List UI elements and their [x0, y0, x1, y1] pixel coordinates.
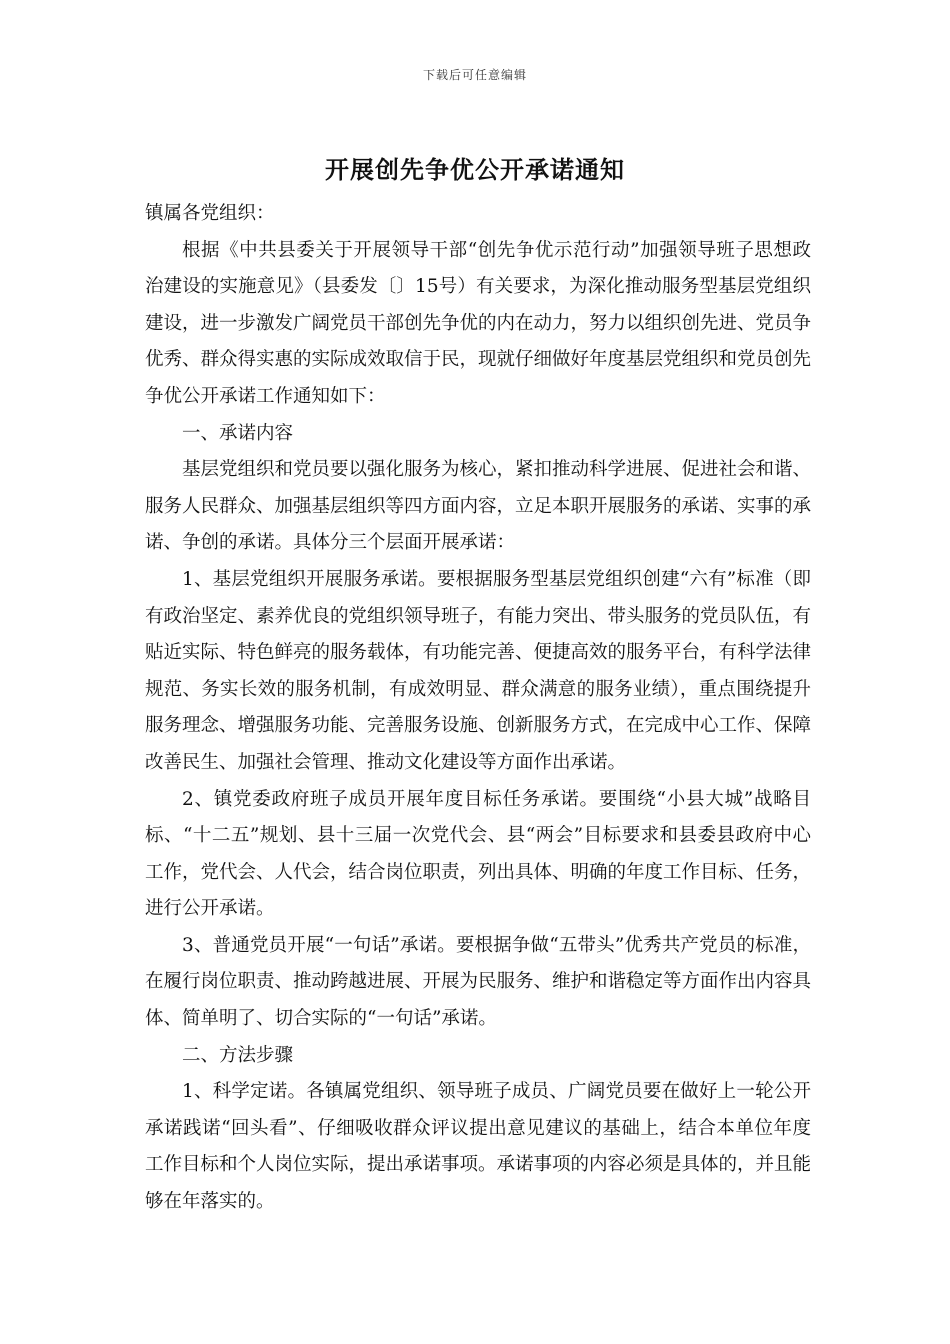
commitment-content-paragraph: 基层党组织和党员要以强化服务为核心，紧扣推动科学进展、促进社会和谐、服务人民群众、加强基层组织等四方面内容，立足本职开展服务的承诺、实事的承诺、争创的承诺。具体分三个层面开展承诺：	[145, 459, 812, 554]
document-title: 开展创先争优公开承诺通知	[325, 155, 625, 184]
section-heading-method-steps: 二、方法步骤	[182, 1044, 294, 1066]
method-step-paragraph-1: 1、科学定诺。各镇属党组织、领导班子成员、广阔党员要在做好上一轮公开承诺践诺“回头看”、仔细吸收群众评议提出意见建议的基础上，结合本单位年度工作目标和个人岗位实际，提出承诺事项。承诺事项的内容必须是具体的，并且能够在年落实的。	[145, 1081, 812, 1213]
document-body	[145, 196, 811, 1221]
section-heading-commitment-content: 一、承诺内容	[182, 422, 294, 444]
item-paragraph-3: 3、普通党员开展“一句话”承诺。要根据争做“五带头”优秀共产党员的标准，在履行岗位职责、推动跨越进展、开展为民服务、维护和谐稳定等方面作出内容具体、简单明了、切合实际的“一句话”承诺。	[145, 934, 812, 1030]
item-paragraph-2: 2、镇党委政府班子成员开展年度目标任务承诺。要围绕“小县大城”战略目标、“十二五”规划、县十三届一次党代会、县“两会”目标要求和县委县政府中心工作，党代会、人代会，结合岗位职责，列出具体、明确的年度工作目标、任务，进行公开承诺。	[145, 788, 812, 920]
header-note: 下载后可任意编辑	[422, 68, 527, 82]
salutation: 镇属各党组织：	[145, 203, 275, 224]
intro-paragraph: 根据《中共县委关于开展领导干部“创先争优示范行动”加强领导班子思想政治建设的实施意见》（县委发〔〕15号）有关要求，为深化推动服务型基层党组织建设，进一步激发广阔党员干部创先争优的内在动力，努力以组织创先进、党员争优秀、群众得实惠的实际成效取信于民，现就仔细做好年度基层党组织和党员创先争优公开承诺工作通知如下：	[145, 239, 812, 407]
item-paragraph-1: 1、基层党组织开展服务承诺。要根据服务型基层党组织创建“六有”标准（即有政治坚定、素养优良的党组织领导班子，有能力突出、带头服务的党员队伍，有贴近实际、特色鲜亮的服务载体，有功能完善、便捷高效的服务平台，有科学法律规范、务实长效的服务机制，有成效明显、群众满意的服务业绩），重点围绕提升服务理念、增强服务功能、完善服务设施、创新服务方式，在完成中心工作、保障改善民生、加强社会管理、推动文化建设等方面作出承诺。	[145, 568, 812, 773]
